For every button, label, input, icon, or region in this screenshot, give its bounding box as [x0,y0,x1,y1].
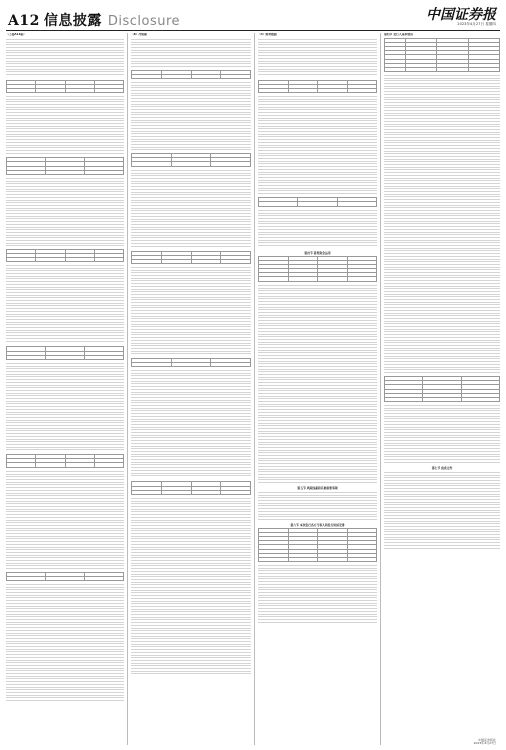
text-block [258,94,377,194]
column-heading: （3）财务数据 [258,33,277,36]
text-block [6,176,124,246]
text-block [131,80,251,150]
text-block [384,73,500,373]
footer-date: 2023年4月27日 [473,741,496,746]
masthead [0,0,506,30]
column-heading: 第四节 发行人基本情况 [384,33,413,36]
section-title: 第四节 募集资金运用 [304,250,331,255]
footer-issuer: 中国证券报社 [477,737,496,742]
text-block [258,563,377,623]
text-block [384,470,500,550]
section-title: 第七节 备查文件 [431,466,453,471]
data-table [6,157,124,175]
column-2 [131,33,251,745]
column-1 [6,33,124,745]
section-title: 第六节 本次发行各方当事人和发行时间安排 [290,522,345,527]
data-table [258,528,377,563]
data-table [6,454,124,468]
data-table [384,376,500,402]
text-block [6,94,124,154]
data-table [6,346,124,360]
text-block [6,469,124,569]
data-table [131,481,251,495]
text-block [131,168,251,248]
data-table [6,249,124,263]
data-table [6,80,124,94]
section-title-en: Disclosure [107,14,181,29]
column-heading: （8）冷阴极 [131,33,147,36]
data-table [131,251,251,265]
text-block [6,37,124,77]
data-table [258,80,377,94]
column-4 [384,33,500,733]
header-rule [6,30,500,31]
data-table [131,358,251,367]
newspaper-logo: 中国证券报 [426,7,496,23]
data-table [384,38,500,73]
text-block [131,37,251,67]
text-block [6,582,124,702]
data-table [131,70,251,79]
column-heading: （上接A11版） [6,33,27,36]
section-title: 第五节 风险因素和其他重要事项 [297,485,338,490]
page-footer [474,739,496,746]
text-block [6,263,124,343]
text-block [131,265,251,355]
text-block [131,496,251,676]
dateline: 2023年4月27日 星期四 [457,22,496,26]
column-divider [254,33,255,745]
data-table [131,153,251,167]
page-header [8,10,180,30]
data-table [6,572,124,581]
data-table [258,197,377,206]
text-block [258,37,377,77]
text-block [384,403,500,463]
text-block [131,368,251,478]
section-title-cn: 信息披露 [43,13,102,29]
column-divider [380,33,381,745]
text-block [258,208,377,248]
data-table [258,256,377,282]
page-number: A12 [8,13,40,29]
column-divider [127,33,128,745]
text-block [6,361,124,451]
text-block [258,490,377,520]
column-3 [258,33,377,745]
text-block [258,283,377,483]
